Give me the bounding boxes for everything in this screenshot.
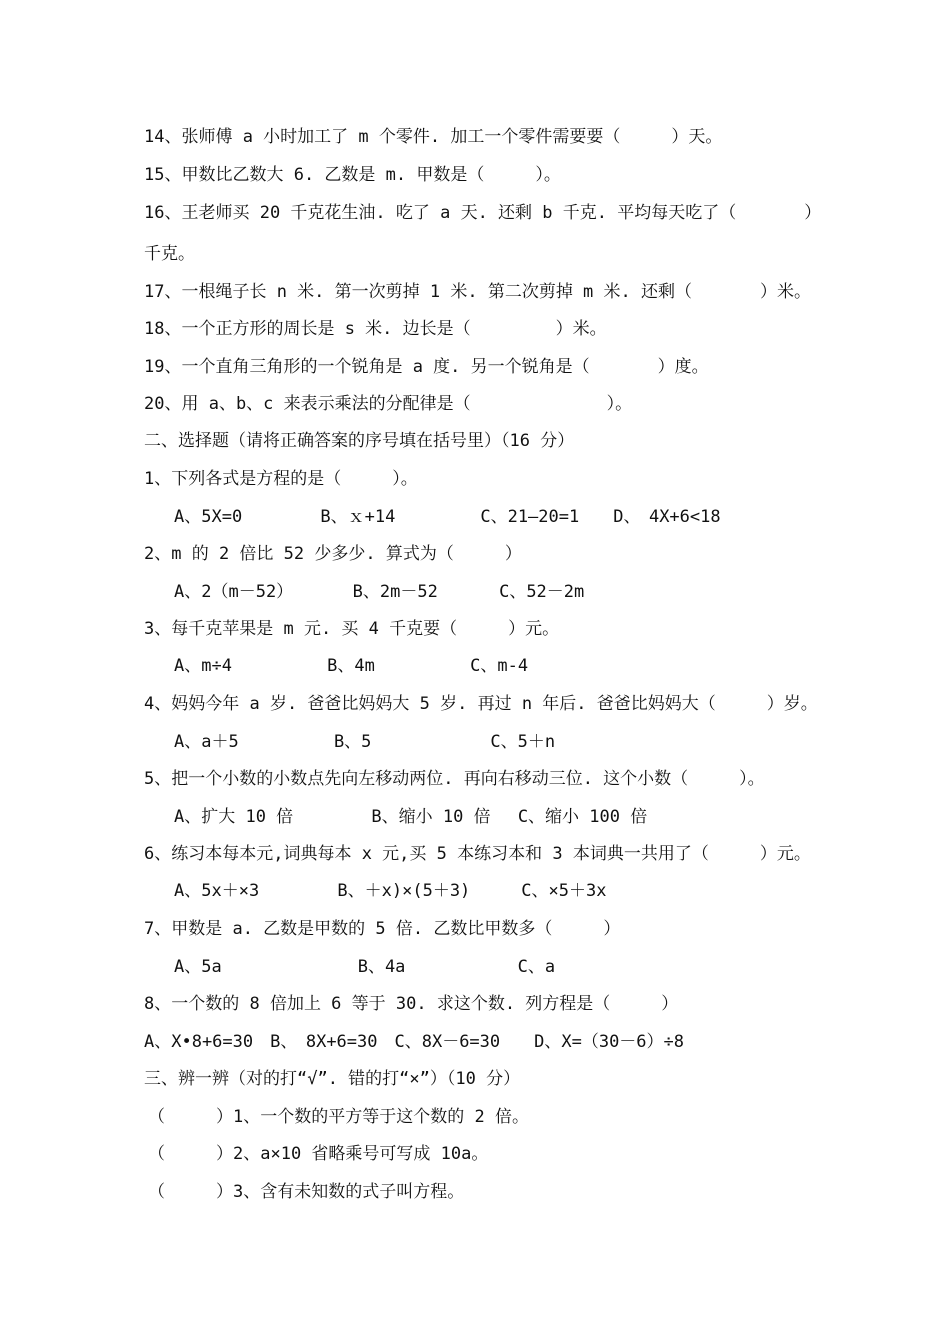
choice-question-8: 8、一个数的 8 倍加上 6 等于 30. 求这个数. 列方程是（ ） [144,994,679,1014]
question-14: 14、张师傅 a 小时加工了 m 个零件. 加工一个零件需要要（ ）天。 [144,127,723,147]
choice-options-7: A、5a B、4a C、a [174,957,556,977]
question-17: 17、一根绳子长 n 米. 第一次剪掉 1 米. 第二次剪掉 m 米. 还剩（ ）米。 [144,282,811,302]
judge-item-1: （ ）1、一个数的平方等于这个数的 2 倍。 [148,1107,529,1127]
choice-question-4: 4、妈妈今年 a 岁. 爸爸比妈妈大 5 岁. 再过 n 年后. 爸爸比妈妈大（ ）岁。 [144,694,818,714]
choice-options-3: A、m÷4 B、4m C、m-4 [174,656,529,676]
question-16-continued: 千克。 [144,244,195,264]
question-19: 19、一个直角三角形的一个锐角是 a 度. 另一个锐角是（ ）度。 [144,357,709,377]
judge-item-3: （ ）3、含有未知数的式子叫方程。 [148,1182,465,1202]
section-heading-choice: 二、选择题（请将正确答案的序号填在括号里）（16 分） [144,431,575,451]
question-15: 15、甲数比乙数大 6. 乙数是 m. 甲数是（ ）。 [144,165,561,185]
question-16: 16、王老师买 20 千克花生油. 吃了 a 天. 还剩 b 千克. 平均每天吃了（ ） [144,203,822,223]
choice-options-4: A、a＋5 B、5 C、5＋n [174,732,556,752]
choice-question-6: 6、练习本每本元,词典每本 x 元,买 5 本练习本和 3 本词典一共用了（ ）元。 [144,844,811,864]
choice-options-1: A、5X=0 B、ｘ+14 C、21—20=1 D、 4X+6<18 [174,507,721,527]
question-18: 18、一个正方形的周长是 s 米. 边长是（ ）米。 [144,319,607,339]
choice-question-2: 2、m 的 2 倍比 52 少多少. 算式为（ ） [144,544,522,564]
choice-question-3: 3、每千克苹果是 m 元. 买 4 千克要（ ）元。 [144,619,560,639]
choice-options-8: A、X•8+6=30 B、 8X+6=30 C、8X－6=30 D、X=（30－6）÷8 [144,1032,685,1052]
choice-question-7: 7、甲数是 a. 乙数是甲数的 5 倍. 乙数比甲数多（ ） [144,919,621,939]
choice-question-1: 1、下列各式是方程的是（ ）。 [144,469,418,489]
choice-options-2: A、2（m－52） B、2m－52 C、52－2m [174,582,585,602]
section-heading-judge: 三、辨一辨（对的打“√”. 错的打“×”）（10 分） [144,1069,521,1089]
choice-question-5: 5、把一个小数的小数点先向左移动两位. 再向右移动三位. 这个小数（ ）。 [144,769,765,789]
choice-options-5: A、扩大 10 倍 B、缩小 10 倍 C、缩小 100 倍 [174,807,648,827]
question-20: 20、用 a、b、c 来表示乘法的分配律是（ ）。 [144,394,633,414]
judge-item-2: （ ）2、a×10 省略乘号可写成 10a。 [148,1144,489,1164]
choice-options-6: A、5x＋×3 B、＋x)×(5＋3) C、×5＋3x [174,881,607,901]
